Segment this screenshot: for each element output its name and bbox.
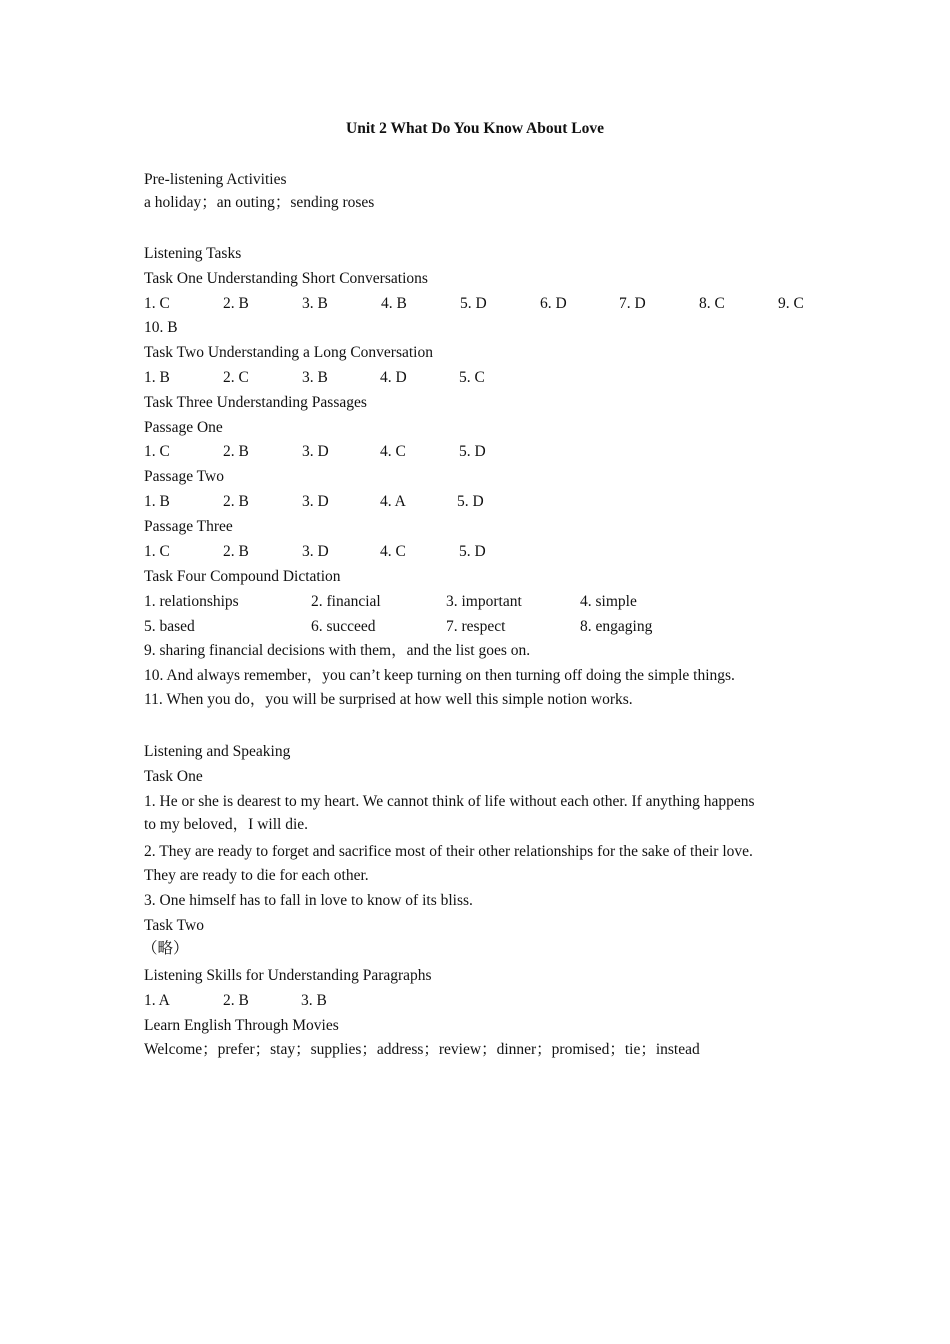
answer-item: 4. C: [380, 443, 406, 460]
answer-item: 6. succeed: [311, 618, 376, 635]
ls-task-one-answer-1-line-2: to my beloved，I will die.: [144, 816, 309, 833]
ls-task-two-note: （略）: [142, 940, 189, 957]
ls-task-one-answer-1-line-1: 1. He or she is dearest to my heart. We cannot think of life without each other. If anything happens: [144, 793, 755, 810]
answer-item: 5. C: [459, 369, 485, 386]
answer-item: 1. B: [144, 493, 170, 510]
section-heading-listening-tasks: Listening Tasks: [144, 245, 242, 262]
answer-item: 1. C: [144, 443, 170, 460]
answer-item: 5. D: [460, 295, 487, 312]
answer-item: 1. relationships: [144, 593, 239, 610]
answer-item: 4. simple: [580, 593, 637, 610]
task-two-answer-row: [144, 368, 824, 388]
answer-item: 2. B: [223, 295, 249, 312]
passage-three-answer-row: [144, 542, 824, 562]
task-two-heading: Task Two Understanding a Long Conversation: [144, 344, 433, 361]
answer-item: 4. D: [380, 369, 407, 386]
task-four-sentence-11: 11. When you do，you will be surprised at how well this simple notion works.: [144, 691, 633, 708]
ls-task-one-answer-2-line-2: They are ready to die for each other.: [144, 867, 369, 884]
answer-item: 2. financial: [311, 593, 381, 610]
ls-task-two-heading: Task Two: [144, 917, 204, 934]
ls-task-one-answer-3: 3. One himself has to fall in love to know of its bliss.: [144, 892, 473, 909]
answer-item: 3. D: [302, 443, 329, 460]
answer-item: 5. based: [144, 618, 195, 635]
answer-item: 1. C: [144, 543, 170, 560]
answer-item: 4. B: [381, 295, 407, 312]
passage-three-label: Passage Three: [144, 518, 233, 535]
answer-item: 5. D: [459, 543, 486, 560]
answer-item: 2. B: [223, 543, 249, 560]
ls-task-one-heading: Task One: [144, 768, 203, 785]
passage-one-answer-row: [144, 442, 824, 462]
movies-answers: Welcome；prefer；stay；supplies；address；review；dinner；promised；tie；instead: [144, 1041, 700, 1058]
task-four-heading: Task Four Compound Dictation: [144, 568, 341, 585]
task-four-answer-row-1: [144, 592, 824, 612]
answer-item: 5. D: [459, 443, 486, 460]
answer-item: 3. D: [302, 493, 329, 510]
answer-item: 5. D: [457, 493, 484, 510]
section-heading-listening-speaking: Listening and Speaking: [144, 743, 291, 760]
task-four-answer-row-2: [144, 617, 824, 637]
answer-item: 2. B: [223, 992, 249, 1009]
passage-one-label: Passage One: [144, 419, 223, 436]
answer-item: 7. D: [619, 295, 646, 312]
section-heading-pre-listening: Pre-listening Activities: [144, 171, 287, 188]
passage-two-answer-row: [144, 492, 824, 512]
page-title: Unit 2 What Do You Know About Love: [346, 120, 604, 137]
answer-item: 4. C: [380, 543, 406, 560]
answer-item: 2. B: [223, 443, 249, 460]
answer-item: 1. A: [144, 992, 170, 1009]
answer-item: 2. C: [223, 369, 249, 386]
answer-item: 2. B: [223, 493, 249, 510]
answer-item: 4. A: [380, 493, 406, 510]
ls-task-one-answer-2-line-1: 2. They are ready to forget and sacrifice most of their other relationships for the sake of their love.: [144, 843, 753, 860]
answer-item: 8. engaging: [580, 618, 653, 635]
task-four-sentence-10: 10. And always remember，you can’t keep turning on then turning off doing the simple things.: [144, 667, 735, 684]
answer-item: 1. B: [144, 369, 170, 386]
movies-heading: Learn English Through Movies: [144, 1017, 339, 1034]
passage-two-label: Passage Two: [144, 468, 224, 485]
skills-heading: Listening Skills for Understanding Paragraphs: [144, 967, 432, 984]
task-one-heading: Task One Understanding Short Conversations: [144, 270, 428, 287]
task-one-answer-row: [144, 294, 824, 314]
pre-listening-answers: a holiday；an outing；sending roses: [144, 194, 375, 211]
answer-item: 3. B: [302, 369, 328, 386]
skills-answer-row: [144, 991, 824, 1011]
answer-item: 3. B: [301, 992, 327, 1009]
answer-item: 1. C: [144, 295, 170, 312]
answer-item: 3. important: [446, 593, 522, 610]
task-one-answer-10: 10. B: [144, 319, 178, 336]
task-three-heading: Task Three Understanding Passages: [144, 394, 367, 411]
answer-item: 3. B: [302, 295, 328, 312]
answer-item: 3. D: [302, 543, 329, 560]
answer-item: 7. respect: [446, 618, 506, 635]
answer-item: 9. C: [778, 295, 804, 312]
task-four-sentence-9: 9. sharing financial decisions with them，and the list goes on.: [144, 642, 531, 659]
answer-item: 6. D: [540, 295, 567, 312]
answer-item: 8. C: [699, 295, 725, 312]
